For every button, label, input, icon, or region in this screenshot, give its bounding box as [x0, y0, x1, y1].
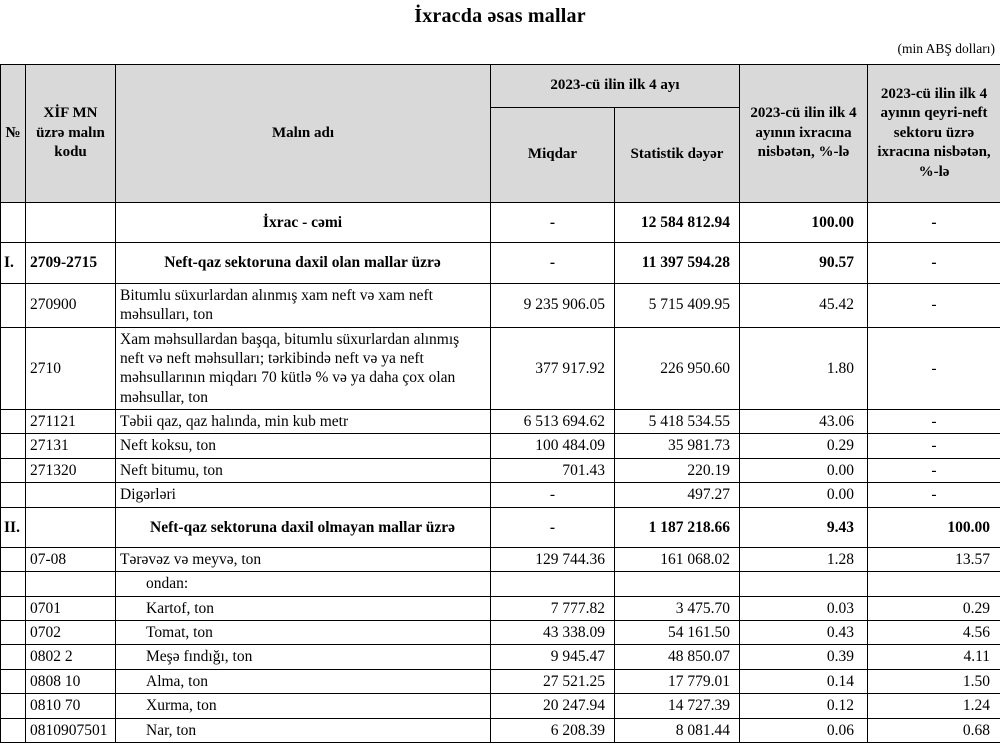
cell-code: 0702	[26, 621, 116, 645]
cell-num	[1, 410, 26, 434]
cell-qty: -	[491, 243, 615, 283]
cell-qty: 701.43	[491, 458, 615, 482]
cell-name: Xam məhsullardan başqa, bitumlu süxurlardan alınmış neft və neft məhsulları; tərkibində neft və ya neft məhsullarının miqdarı 70 kütlə % və ya daha çox olan məhsullar, ton	[116, 327, 491, 410]
cell-qty: 43 338.09	[491, 621, 615, 645]
table-row	[1, 507, 1000, 547]
table-row	[1, 410, 1000, 434]
cell-name: Neft bitumu, ton	[116, 458, 491, 482]
cell-nonoil: -	[868, 434, 1000, 458]
cell-value: 226 950.60	[615, 327, 740, 410]
cell-qty: 129 744.36	[491, 547, 615, 571]
table-row	[1, 694, 1000, 718]
cell-nonoil: 13.57	[868, 547, 1000, 571]
table-row	[1, 483, 1000, 507]
cell-share: 1.80	[740, 327, 868, 410]
cell-num	[1, 572, 26, 596]
cell-qty: 6 513 694.62	[491, 410, 615, 434]
cell-share: 0.12	[740, 694, 868, 718]
cell-code: 27131	[26, 434, 116, 458]
cell-code: 0802 2	[26, 645, 116, 669]
cell-value: 12 584 812.94	[615, 203, 740, 243]
cell-nonoil: 0.68	[868, 718, 1000, 742]
cell-num	[1, 203, 26, 243]
cell-qty	[491, 572, 615, 596]
cell-value: 1 187 218.66	[615, 507, 740, 547]
export-goods-table	[0, 64, 1000, 743]
cell-code	[26, 572, 116, 596]
cell-code: 07-08	[26, 547, 116, 571]
cell-nonoil: -	[868, 327, 1000, 410]
cell-qty: -	[491, 483, 615, 507]
cell-name: Digərləri	[116, 483, 491, 507]
cell-value: 54 161.50	[615, 621, 740, 645]
table-row	[1, 203, 1000, 243]
cell-value: 161 068.02	[615, 547, 740, 571]
cell-share: 45.42	[740, 283, 868, 327]
table-row	[1, 718, 1000, 742]
cell-share: 1.28	[740, 547, 868, 571]
cell-nonoil: 1.24	[868, 694, 1000, 718]
cell-num	[1, 547, 26, 571]
cell-code	[26, 483, 116, 507]
cell-nonoil: -	[868, 243, 1000, 283]
cell-qty: 6 208.39	[491, 718, 615, 742]
cell-name: Xurma, ton	[116, 694, 491, 718]
cell-nonoil: -	[868, 410, 1000, 434]
cell-share: 9.43	[740, 507, 868, 547]
cell-code: 0810907501	[26, 718, 116, 742]
page-title: İxracda əsas mallar	[414, 5, 586, 27]
cell-value: 3 475.70	[615, 596, 740, 620]
cell-share: 0.00	[740, 458, 868, 482]
cell-num	[1, 718, 26, 742]
cell-share: 0.03	[740, 596, 868, 620]
cell-share: 0.29	[740, 434, 868, 458]
cell-qty: 7 777.82	[491, 596, 615, 620]
cell-qty: 100 484.09	[491, 434, 615, 458]
cell-value: 35 981.73	[615, 434, 740, 458]
cell-value: 11 397 594.28	[615, 243, 740, 283]
cell-name: Meşə fındığı, ton	[116, 645, 491, 669]
cell-code: 2710	[26, 327, 116, 410]
unit-note: (min ABŞ dolları)	[897, 41, 995, 56]
table-row	[1, 283, 1000, 327]
cell-num: II.	[1, 507, 26, 547]
cell-qty: 9 235 906.05	[491, 283, 615, 327]
cell-num: I.	[1, 243, 26, 283]
cell-qty: -	[491, 507, 615, 547]
cell-share: 0.00	[740, 483, 868, 507]
cell-share: 43.06	[740, 410, 868, 434]
cell-value: 48 850.07	[615, 645, 740, 669]
cell-num	[1, 645, 26, 669]
cell-code: 0810 70	[26, 694, 116, 718]
cell-num	[1, 483, 26, 507]
cell-share: 100.00	[740, 203, 868, 243]
cell-nonoil: 0.29	[868, 596, 1000, 620]
cell-code: 2709-2715	[26, 243, 116, 283]
cell-code	[26, 507, 116, 547]
cell-num	[1, 596, 26, 620]
cell-code: 0701	[26, 596, 116, 620]
table-row	[1, 434, 1000, 458]
cell-num	[1, 434, 26, 458]
cell-value	[615, 572, 740, 596]
cell-value: 8 081.44	[615, 718, 740, 742]
table-row	[1, 645, 1000, 669]
cell-name: Nar, ton	[116, 718, 491, 742]
table-row	[1, 621, 1000, 645]
cell-share	[740, 572, 868, 596]
cell-num	[1, 327, 26, 410]
cell-qty: 27 521.25	[491, 669, 615, 693]
cell-name: ondan:	[116, 572, 491, 596]
table-row	[1, 458, 1000, 482]
cell-name: Kartof, ton	[116, 596, 491, 620]
header-share-nonoil: 2023-cü ilin ilk 4 ayının qeyri-neft sektoru üzrə ixracına nisbətən, %-lə	[868, 65, 1000, 203]
cell-share: 90.57	[740, 243, 868, 283]
cell-share: 0.06	[740, 718, 868, 742]
cell-share: 0.39	[740, 645, 868, 669]
cell-num	[1, 458, 26, 482]
cell-name: Tomat, ton	[116, 621, 491, 645]
cell-qty: 377 917.92	[491, 327, 615, 410]
cell-num	[1, 669, 26, 693]
cell-num	[1, 694, 26, 718]
header-num: №	[1, 65, 26, 203]
table-row	[1, 243, 1000, 283]
cell-name: Neft-qaz sektoruna daxil olan mallar üzrə	[116, 243, 491, 283]
cell-share: 0.43	[740, 621, 868, 645]
cell-name: Təbii qaz, qaz halında, min kub metr	[116, 410, 491, 434]
cell-nonoil: -	[868, 203, 1000, 243]
cell-nonoil: 1.50	[868, 669, 1000, 693]
cell-name: Alma, ton	[116, 669, 491, 693]
cell-value: 220.19	[615, 458, 740, 482]
cell-nonoil: 4.11	[868, 645, 1000, 669]
cell-code: 271320	[26, 458, 116, 482]
cell-value: 5 715 409.95	[615, 283, 740, 327]
table-body	[1, 203, 1000, 743]
header-period-group: 2023-cü ilin ilk 4 ayı	[491, 65, 740, 108]
header-share-total: 2023-cü ilin ilk 4 ayının ixracına nisbətən, %-lə	[740, 65, 868, 203]
cell-share: 0.14	[740, 669, 868, 693]
cell-name: İxrac - cəmi	[116, 203, 491, 243]
cell-value: 17 779.01	[615, 669, 740, 693]
cell-code	[26, 203, 116, 243]
header-name: Malın adı	[116, 65, 491, 203]
cell-code: 0808 10	[26, 669, 116, 693]
table-row	[1, 596, 1000, 620]
cell-nonoil: 4.56	[868, 621, 1000, 645]
cell-nonoil	[868, 572, 1000, 596]
cell-nonoil: -	[868, 458, 1000, 482]
table-row	[1, 669, 1000, 693]
table-header	[1, 65, 1000, 203]
table-row	[1, 547, 1000, 571]
cell-code: 271121	[26, 410, 116, 434]
cell-value: 497.27	[615, 483, 740, 507]
table-row	[1, 572, 1000, 596]
cell-name: Bitumlu süxurlardan alınmış xam neft və xam neft məhsulları, ton	[116, 283, 491, 327]
cell-value: 14 727.39	[615, 694, 740, 718]
cell-num	[1, 621, 26, 645]
cell-nonoil: -	[868, 483, 1000, 507]
cell-qty: 20 247.94	[491, 694, 615, 718]
cell-value: 5 418 534.55	[615, 410, 740, 434]
header-code: XİF MN üzrə malın kodu	[26, 65, 116, 203]
cell-code: 270900	[26, 283, 116, 327]
cell-name: Neft-qaz sektoruna daxil olmayan mallar üzrə	[116, 507, 491, 547]
cell-name: Neft koksu, ton	[116, 434, 491, 458]
header-quantity: Miqdar	[491, 108, 615, 203]
table-row	[1, 327, 1000, 410]
cell-qty: -	[491, 203, 615, 243]
cell-nonoil: -	[868, 283, 1000, 327]
cell-nonoil: 100.00	[868, 507, 1000, 547]
header-stat-value: Statistik dəyər	[615, 108, 740, 203]
cell-qty: 9 945.47	[491, 645, 615, 669]
cell-num	[1, 283, 26, 327]
cell-name: Tərəvəz və meyvə, ton	[116, 547, 491, 571]
